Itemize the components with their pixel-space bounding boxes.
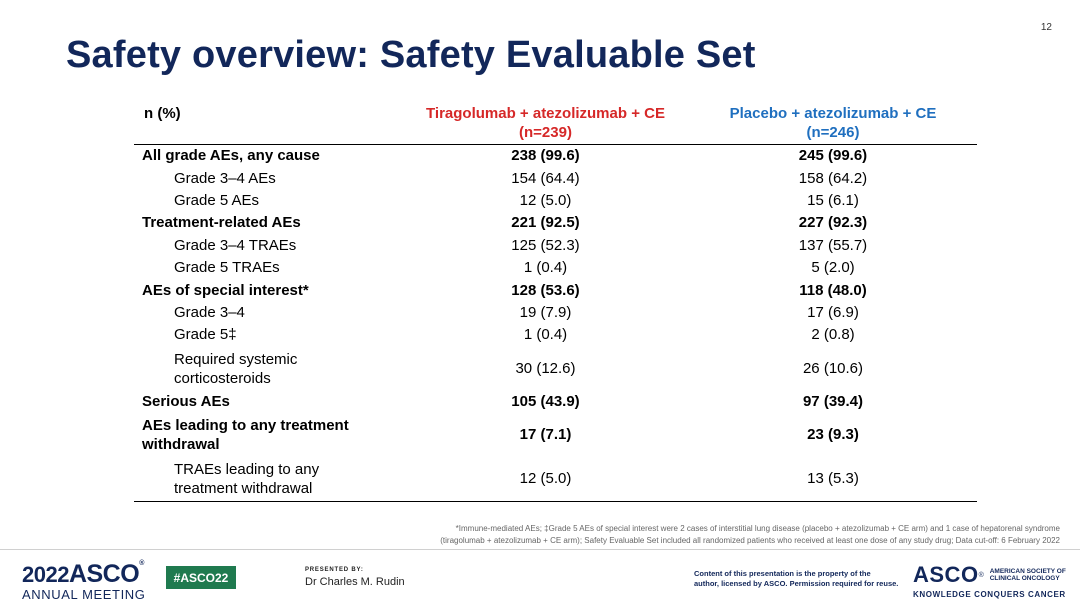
arm-b-n: (n=246) [806,124,860,141]
arm-a-value: 17 (7.1) [519,426,572,444]
rights-line: author, licensed by ASCO. Permission required for reuse. [694,579,899,588]
table-row [134,457,977,502]
row-label-line: TRAEs leading to any [174,460,320,478]
arm-b-value: 13 (5.3) [807,470,859,488]
arm-b-value: 227 (92.3) [798,214,868,232]
row-label-line: corticosteroids [174,369,271,387]
arm-a-value: 221 (92.5) [511,214,580,232]
arm-b-value: 158 (64.2) [798,169,868,187]
table-row [134,413,977,457]
arm-a-value: 105 (43.9) [511,392,580,410]
table-row [134,167,977,189]
footer-divider [0,549,1080,550]
presented-by-label: PRESENTED BY: [305,567,364,573]
arm-a-value: 125 (52.3) [511,236,580,254]
table-row [134,235,977,257]
table-row [134,302,977,324]
arm-b-value: 5 (2.0) [811,259,855,277]
table-row [134,279,977,301]
meeting-name: ANNUAL MEETING [22,587,146,602]
row-label-line: treatment withdrawal [174,479,313,497]
row-label: Treatment-related AEs [142,214,301,232]
rights-line: Content of this presentation is the property of the [694,569,871,578]
arm-b-value: 97 (39.4) [802,392,864,410]
arm-a-value: 238 (99.6) [511,147,580,165]
asco-annual-meeting-logo [22,560,146,602]
footnote-line: *Immune-mediated AEs; ‡Grade 5 AEs of special interest were 2 cases of interstitial lung disease (placebo + atezolizumab + CE arm) and 1 case of hepatorenal syndrome [455,524,1060,533]
arm-a-value: 19 (7.9) [519,303,572,321]
arm-a-value: 30 (12.6) [515,360,576,378]
table-row [134,324,977,346]
header-arm-placebo [689,100,977,145]
asco-society-logo [913,562,1066,599]
row-label: Grade 3–4 TRAEs [174,236,297,254]
arm-b-value: 17 (6.9) [807,303,859,321]
table-row [134,145,977,168]
row-label: All grade AEs, any cause [142,147,320,165]
row-label-line: withdrawal [142,435,220,453]
presenter-block [305,567,405,588]
row-label: AEs of special interest* [142,281,309,299]
arm-b-value: 26 (10.6) [802,360,864,378]
row-label: Grade 5 AEs [174,191,260,209]
row-label: Grade 5‡ [174,326,237,344]
footnote [360,523,1060,546]
row-label: Serious AEs [142,392,230,410]
safety-table [134,100,977,502]
row-label: Grade 3–4 AEs [174,169,276,187]
arm-a-n: (n=239) [519,124,572,141]
table-row [134,257,977,279]
header-n-percent: n (%) [144,105,181,122]
org-brand: ASCO [913,562,979,587]
meeting-year: 2022 [22,562,69,587]
org-name [990,568,1066,583]
rights-notice [694,569,899,589]
arm-a-value: 12 (5.0) [519,470,572,488]
arm-a-value: 12 (5.0) [519,191,572,209]
arm-a-value: 1 (0.4) [523,326,568,344]
arm-b-value: 137 (55.7) [798,236,868,254]
row-label [134,413,402,457]
arm-a-value: 1 (0.4) [523,259,568,277]
page-number: 12 [1040,22,1052,33]
org-name-line: CLINICAL ONCOLOGY [989,575,1060,582]
footnote-line: (tiragolumab + atezolizumab + CE arm); Safety Evaluable Set included all randomized patients who received at least one dose of any study drug; Data cut-off: 6 February 2022 [440,535,1060,545]
row-label: Grade 3–4 [174,303,245,321]
row-label [134,457,402,502]
row-label-line: Required systemic [174,350,298,368]
row-label: Grade 5 TRAEs [174,259,280,277]
row-label-line: AEs leading to any treatment [142,416,349,434]
arm-a-name: Tiragolumab + atezolizumab + CE [426,105,665,122]
registered-mark-icon: ® [139,560,144,567]
arm-a-value: 128 (53.6) [511,281,580,299]
table-row [134,391,977,413]
header-arm-tiragolumab [402,100,689,145]
arm-b-value: 2 (0.8) [811,326,855,344]
arm-b-name: Placebo + atezolizumab + CE [729,105,937,122]
registered-mark-icon: ® [978,571,984,579]
presenter-name: Dr Charles M. Rudin [305,576,405,588]
arm-b-value: 15 (6.1) [807,191,859,209]
slide-title: Safety overview: Safety Evaluable Set [66,34,756,76]
arm-a-value: 154 (64.4) [511,169,580,187]
hashtag-badge: #ASCO22 [166,566,236,589]
table-row [134,190,977,212]
org-name-line: AMERICAN SOCIETY OF [989,567,1066,575]
org-tagline: KNOWLEDGE CONQUERS CANCER [913,590,1066,599]
meeting-brand: ASCO [68,560,140,588]
arm-b-value: 245 (99.6) [798,147,868,165]
table-header-row [134,100,977,145]
table-row [134,212,977,234]
arm-b-value: 118 (48.0) [799,281,867,299]
arm-b-value: 23 (9.3) [807,426,859,444]
table-row [134,347,977,391]
row-label [134,347,402,391]
